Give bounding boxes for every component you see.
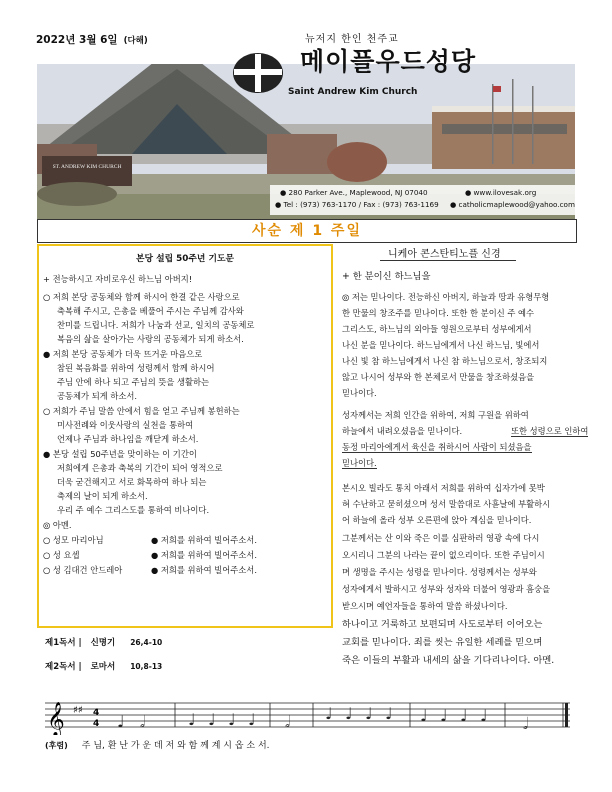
website-link[interactable]: ● www.ilovesak.org	[465, 188, 537, 197]
refrain-music-staff	[45, 695, 570, 735]
email-link[interactable]: ● catholicmaplewood@yahoo.com	[450, 200, 575, 209]
prayer-line: ○ 저희가 주님 말씀 안에서 힘을 얻고 주님께 봉헌하는	[43, 406, 240, 416]
anniversary-prayer-box	[37, 244, 333, 628]
creed-line: 혀 수난하고 묻히셨으며 성서 말씀대로 사흗날에 부활하시	[342, 499, 551, 509]
creed-line: 오시리니 그분의 나라는 끝이 없으리이다. 또한 주님이시	[342, 550, 545, 560]
creed-title: 니케아 콘스탄티노플 신경	[388, 249, 501, 260]
svg-text:𝅗𝅥: 𝅗𝅥	[523, 714, 529, 733]
creed-line: ◎ 저는 믿나이다. 전능하신 아버지, 하늘과 땅과 유형무형	[342, 292, 550, 302]
second-reading-label: 제2독서 |	[45, 662, 82, 672]
refrain-text: 주 님, 환 난 가 운 데 저 와 함 께 계 시 옵 소 서.	[81, 741, 270, 751]
prayer-line: 공동체가 되게 하소서.	[57, 391, 138, 401]
second-reading-book: 로마서	[90, 662, 116, 672]
prayer-line: 주님 안에 하나 되고 주님의 뜻을 생활하는	[57, 377, 210, 387]
parish-name: 메이플우드성당	[300, 47, 477, 76]
creed-line: 죽은 이들의 부활과 내세의 삶을 기다리나이다. 아멘.	[342, 655, 555, 666]
creed-line: 교회를 믿나이다. 죄를 씻는 유일한 세례를 믿으며	[342, 637, 543, 648]
creed-line: 그리스도, 하느님의 외아들 영원으로부터 성부에게서	[342, 324, 532, 334]
refrain-tag: (후렴)	[45, 741, 68, 750]
parish-subtitle: 뉴저지 한인 천주교	[305, 34, 399, 45]
svg-text:♩: ♩	[248, 710, 256, 729]
svg-text:♩: ♩	[440, 706, 448, 725]
creed-line: 않고 나시어 성부와 한 본체로서 만물을 창조하셨음을	[342, 372, 535, 382]
first-reading-ref: 26,4-10	[130, 638, 163, 647]
creed-line: 성자께서는 저희 인간을 위하여, 저희 구원을 위하여	[342, 410, 529, 420]
date-text: 2022년 3월 6일	[36, 34, 118, 46]
creed-line: 그분께서는 산 이와 죽은 이를 심판하러 영광 속에 다시	[342, 533, 540, 543]
parish-english-name: Saint Andrew Kim Church	[288, 87, 418, 97]
creed-line: 나신 빛 참 하느님에게서 나신 참 하느님으로서, 창조되지	[342, 356, 548, 366]
creed-line: 며 생명을 주시는 성령을 믿나이다. 성령께서는 성부와	[342, 567, 537, 577]
svg-text:♩: ♩	[345, 704, 353, 723]
creed-line: 본시오 빌라도 통치 아래서 저희를 위하여 십자가에 못박	[342, 483, 545, 493]
prayer-line: 복음의 삶을 살아가는 사랑의 공동체가 되게 하소서.	[57, 334, 244, 344]
treble-clef-icon: 𝄞	[47, 702, 65, 735]
first-reading	[45, 636, 162, 648]
creed-line: 하늘에서 내려오셨음을 믿나이다.	[342, 426, 463, 436]
svg-text:♩: ♩	[228, 710, 236, 729]
second-reading	[45, 660, 162, 672]
prayer-line: 축복해 주시고, 은총을 베풀어 주시는 주님께 감사와	[57, 306, 244, 316]
prayer-line: 더욱 굳건해지고 서로 화목하여 하나 되는	[57, 477, 207, 487]
prayer-line: 찬미를 드립니다. 저희가 나눔과 선교, 일치의 공동체로	[57, 320, 255, 330]
prayer-line: ○ 저희 본당 공동체와 함께 하시어 한결 같은 사랑으로	[43, 292, 240, 302]
parish-logo-icon	[232, 52, 284, 94]
creed-line: 나신 분을 믿나이다. 하느님에게서 나신 하느님, 빛에서	[342, 340, 540, 350]
phone-fax: ● Tel : (973) 763-1170 / Fax : (973) 763-1169	[275, 200, 439, 209]
contact-info	[270, 185, 575, 215]
refrain-lyrics	[45, 738, 270, 751]
first-reading-label: 제1독서 |	[45, 638, 82, 648]
litany-response: ● 저희를 위하여 빌어주소서.	[151, 550, 257, 560]
prayer-line: 미사전례와 이웃사랑의 실천을 통하여	[57, 420, 194, 430]
prayer-line: ● 저희 본당 공동체가 더욱 뜨거운 마음으로	[43, 349, 203, 359]
prayer-line: 우리 주 예수 그리스도를 통하여 비나이다.	[57, 505, 210, 515]
time-signature: 4	[93, 708, 100, 718]
prayer-line: 축제의 날이 되게 하소서.	[57, 491, 148, 501]
svg-text:♩: ♩	[365, 704, 373, 723]
address: ● 280 Parker Ave., Maplewood, NJ 07040	[280, 188, 428, 197]
svg-text:♩: ♩	[480, 706, 488, 725]
creed-line: 한 만물의 창조주를 믿나이다. 또한 한 분이신 주 예수	[342, 308, 535, 318]
church-sign-text: ST. ANDREW KIM CHURCH	[52, 164, 122, 170]
creed-line: 성자에게서 발하시고 성부와 성자와 더불어 영광과 흠숭을	[342, 584, 551, 594]
bulletin-date	[36, 32, 148, 47]
svg-text:♩: ♩	[385, 704, 393, 723]
svg-text:𝅗𝅥: 𝅗𝅥	[285, 712, 291, 731]
svg-text:♩: ♩	[460, 706, 468, 725]
sunday-title: 사순 제 1 주일	[252, 223, 362, 239]
sunday-title-box	[37, 219, 577, 243]
first-reading-book: 신명기	[90, 638, 116, 648]
sharp-icon: ♯♯	[73, 705, 83, 716]
litany-response: ● 저희를 위하여 빌어주소서.	[151, 565, 257, 575]
litany-response: ● 저희를 위하여 빌어주소서.	[151, 535, 257, 545]
creed-line-underlined: 믿나이다.	[342, 458, 377, 468]
creed-line-underlined: 동정 마리아에게서 육신을 취하시어 사람이 되셨음을	[342, 442, 532, 452]
litany-saint: ○ 성 요셉	[43, 550, 80, 560]
prayer-line: 언제나 주님과 하나임을 깨닫게 하소서.	[57, 434, 199, 444]
svg-text:♩: ♩	[325, 704, 333, 723]
svg-text:♩: ♩	[188, 710, 196, 729]
litany-saint: ○ 성 김대건 안드레아	[43, 565, 123, 575]
creed-line: + 한 분이신 하느님을	[342, 271, 431, 282]
second-reading-ref: 10,8-13	[130, 662, 163, 671]
prayer-line: 참된 복음화를 위하여 성령께서 함께 하시어	[57, 363, 215, 373]
prayer-amen: ◎ 아멘.	[43, 520, 72, 530]
creed-line: 하나이고 거룩하고 보편되며 사도로부터 이어오는	[342, 619, 543, 630]
creed-line: 믿나이다.	[342, 388, 377, 398]
prayer-line: 저희에게 은총과 축복의 기간이 되어 영적으로	[57, 463, 223, 473]
prayer-line: + 전능하시고 자비로우신 하느님 아버지!	[43, 274, 193, 284]
svg-text:♩: ♩	[420, 706, 428, 725]
prayer-line: ● 본당 설립 50주년을 맞이하는 이 기간이	[43, 449, 197, 459]
liturgical-cycle: (다해)	[123, 36, 148, 46]
creed-line: 어 하늘에 올라 성부 오른편에 앉아 계심을 믿나이다.	[342, 515, 532, 525]
litany-saint: ○ 성모 마리아님	[43, 535, 104, 545]
svg-text:♩: ♩	[208, 710, 216, 729]
creed-title-underline	[380, 260, 516, 261]
prayer-title: 본당 설립 50주년 기도문	[136, 254, 234, 264]
creed-line-underlined: 또한 성령으로 인하여	[511, 426, 589, 436]
notes	[117, 704, 528, 733]
svg-text:♩: ♩	[117, 712, 125, 731]
svg-text:𝅗𝅥: 𝅗𝅥	[140, 712, 146, 731]
creed-line: 받으시며 예언자들을 통하여 말씀 하셨나이다.	[342, 601, 508, 611]
svg-text:4: 4	[93, 719, 100, 729]
